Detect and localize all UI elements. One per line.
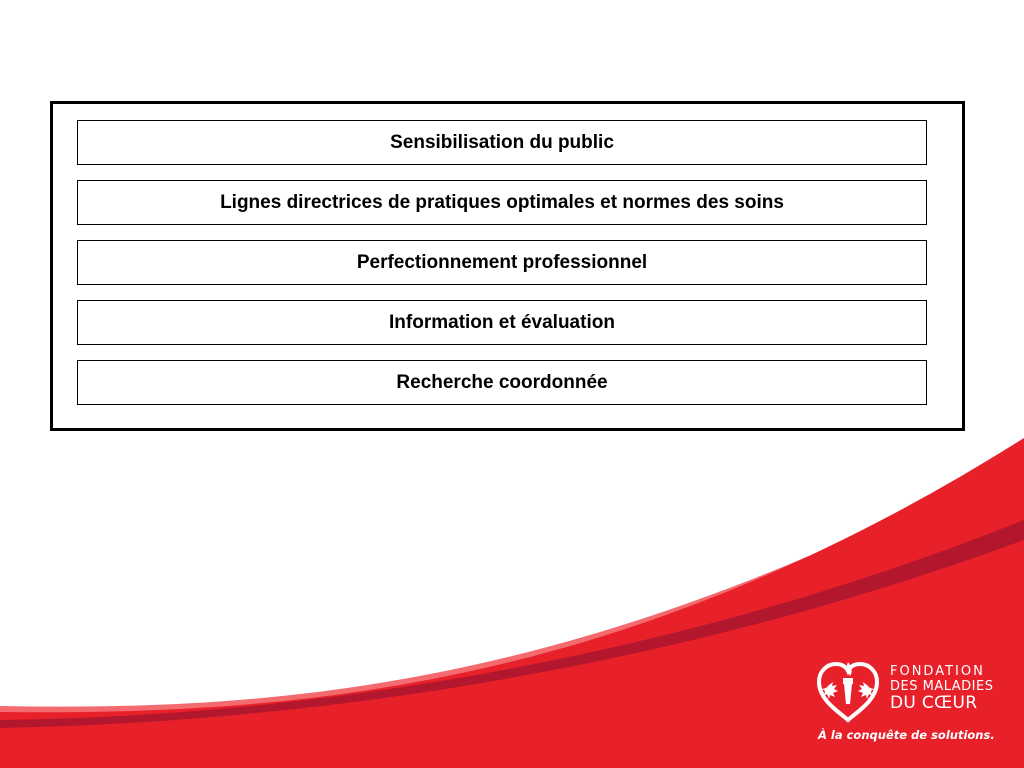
foundation-name — [890, 665, 993, 713]
item-label: Information et évaluation — [389, 311, 615, 333]
item-box-lignes-directrices — [77, 180, 927, 225]
foundation-name-line1: FONDATION — [890, 664, 985, 679]
item-label: Sensibilisation du public — [390, 131, 614, 153]
item-box-information — [77, 300, 927, 345]
heart-torch-icon — [815, 658, 881, 724]
logo-tagline: À la conquête de solutions. — [818, 728, 995, 742]
foundation-name-line2: DES MALADIES — [890, 678, 994, 694]
item-box-sensibilisation — [77, 120, 927, 165]
item-box-perfectionnement — [77, 240, 927, 285]
heart-foundation-logo — [812, 655, 1012, 750]
foundation-name-line3: DU CŒUR — [890, 693, 978, 714]
item-label: Recherche coordonnée — [396, 371, 608, 393]
item-label: Perfectionnement professionnel — [356, 251, 648, 273]
item-box-recherche — [77, 360, 927, 405]
content-frame — [50, 101, 965, 431]
item-label: Lignes directrices de pratiques optimales et normes des soins — [220, 191, 784, 213]
